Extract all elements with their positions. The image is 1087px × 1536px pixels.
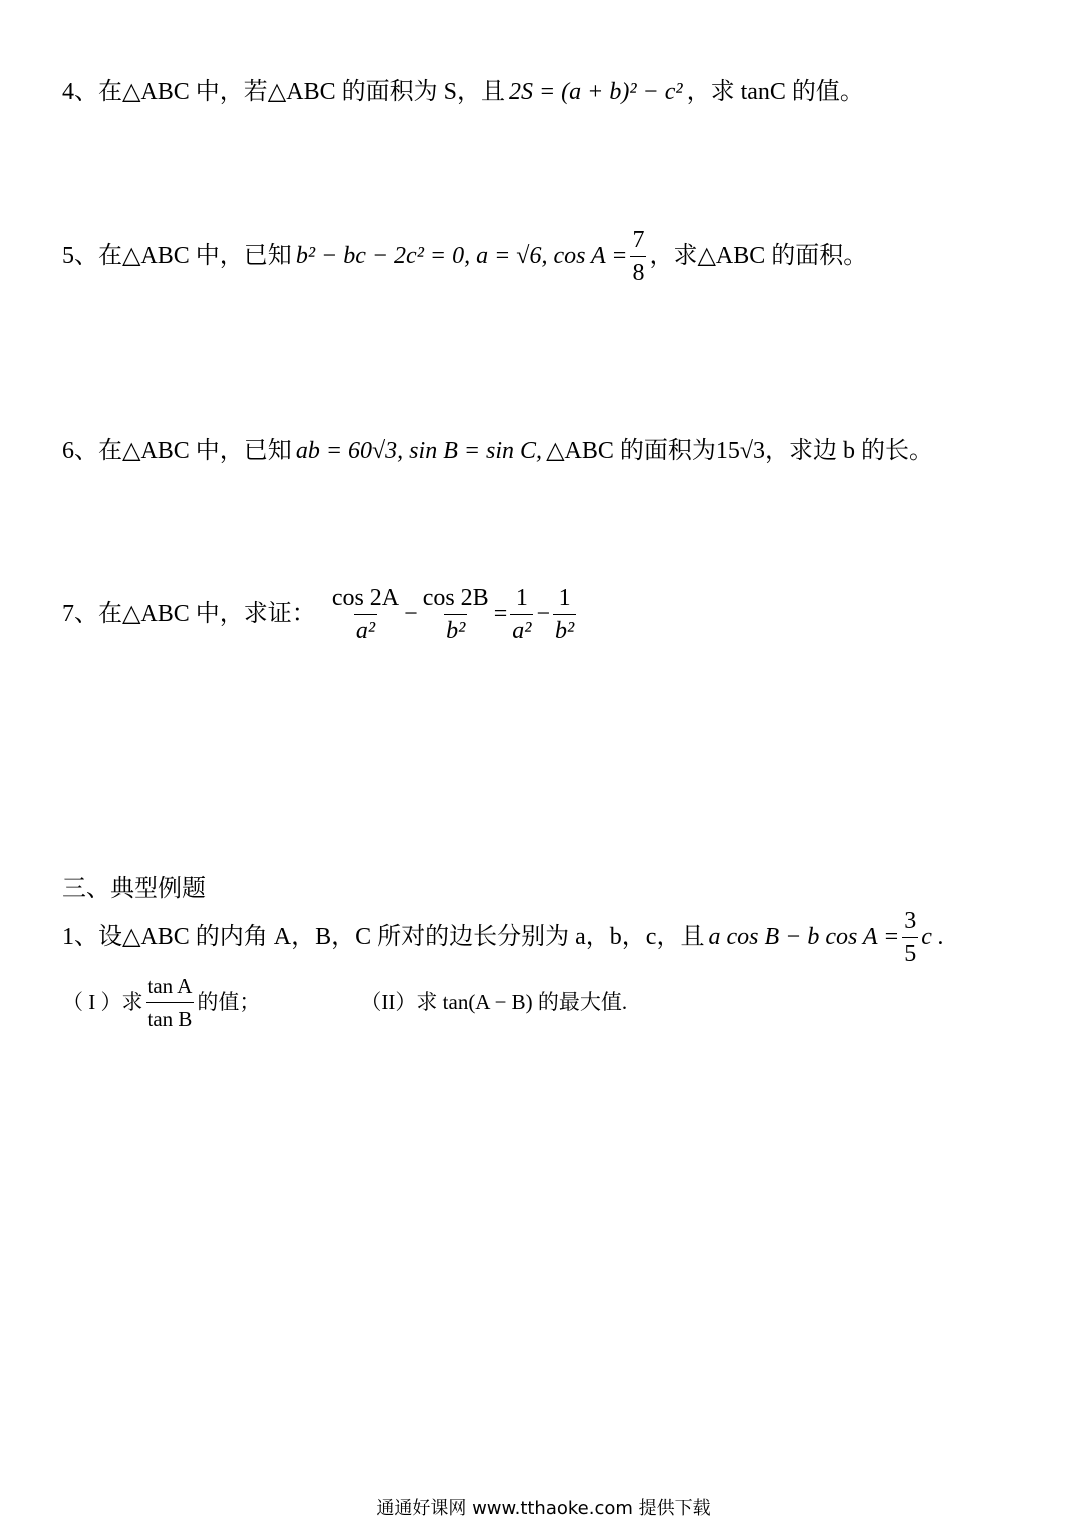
problem-5-formula: b² − bc − 2c² = 0, a = √6, cos A = (295, 243, 628, 269)
example-1-frac-num: 3 (904, 907, 917, 934)
problem-5-text: 5、在△ABC 中，已知 (62, 243, 292, 269)
problem-6-formula: ab = 60√3, sin B = sin C, (295, 438, 543, 464)
problem-6 (62, 436, 933, 466)
problem-7-term-2 (421, 583, 491, 646)
example-1-fraction (902, 906, 918, 969)
section-heading: 三、典型例题 (62, 876, 206, 902)
problem-7-term-3 (510, 583, 533, 646)
problem-6-text: 6、在△ABC 中，已知 (62, 438, 292, 464)
example-1-tail: c . (921, 924, 944, 950)
part-1-num: tan A (147, 973, 193, 998)
example-1-formula: a cos B − b cos A = (708, 924, 900, 950)
term-3-num: 1 (515, 584, 528, 611)
problem-5 (62, 226, 867, 286)
term-4-num: 1 (558, 584, 571, 611)
equals-sign: = (493, 601, 508, 627)
example-1 (62, 906, 944, 968)
part-1-den: tan B (146, 1002, 195, 1034)
problem-6-mid: △ABC 的面积为 (546, 438, 716, 464)
problem-7-text: 7、在△ABC 中，求证： (62, 601, 316, 627)
example-1-text: 1、设△ABC 的内角 A，B，C 所对的边长分别为 a，b，c，且 (62, 924, 705, 950)
part-1-fraction (146, 971, 195, 1034)
minus-sign: − (404, 601, 418, 627)
term-2-num: cos 2B (422, 584, 489, 611)
example-1-frac-den: 5 (902, 937, 918, 969)
problem-4 (62, 77, 864, 107)
problem-6-area: 15√3 (715, 438, 766, 464)
example-1-parts (62, 970, 627, 1034)
footer-credit: 通通好课网 www.tthaoke.com 提供下载 (376, 1498, 711, 1519)
term-4-den: b² (553, 614, 576, 646)
part-1-label: （ I ）求 (62, 990, 143, 1014)
part-2: （II）求 tan(A − B) 的最大值. (360, 990, 628, 1014)
part-1-suffix: 的值； (197, 990, 261, 1014)
problem-4-question: ，求 tanC 的值。 (686, 79, 864, 105)
problem-7 (62, 582, 579, 646)
term-1-num: cos 2A (331, 584, 400, 611)
problem-7-term-1 (330, 583, 401, 646)
term-1-den: a² (354, 614, 377, 646)
problem-5-frac-num: 7 (632, 226, 645, 253)
minus-sign-2: − (536, 601, 550, 627)
problem-4-formula: 2S = (a + b)² − c² (508, 79, 683, 105)
problem-5-question: ，求△ABC 的面积。 (649, 243, 868, 269)
problem-5-frac-den: 8 (630, 256, 646, 288)
term-2-den: b² (444, 614, 467, 646)
problem-7-term-4 (553, 583, 576, 646)
term-3-den: a² (510, 614, 533, 646)
problem-5-fraction (630, 225, 646, 288)
problem-6-question: ，求边 b 的长。 (765, 438, 934, 464)
problem-4-text: 4、在△ABC 中，若△ABC 的面积为 S，且 (62, 79, 505, 105)
